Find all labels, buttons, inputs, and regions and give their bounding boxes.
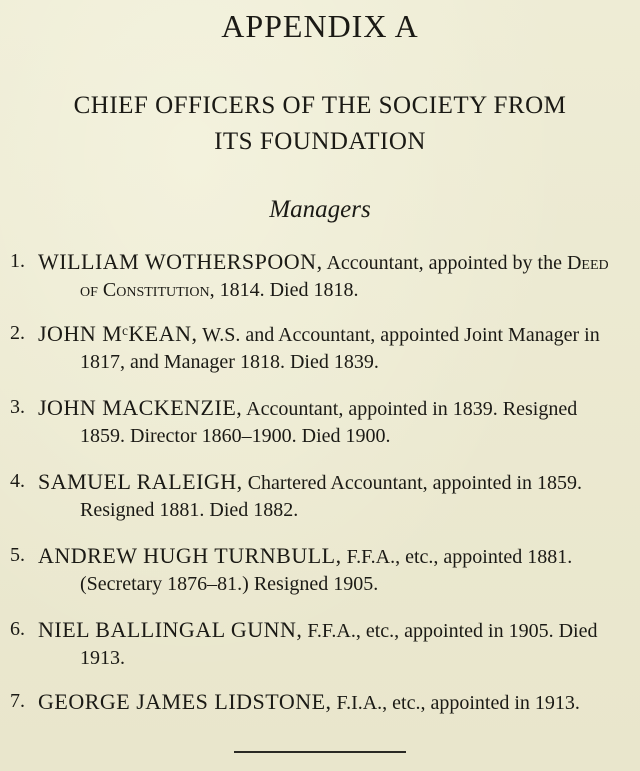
entry-number: 3. xyxy=(10,396,25,418)
section-title-managers: Managers xyxy=(269,196,371,223)
appendix-heading: APPENDIX A xyxy=(221,8,419,44)
entry-text xyxy=(38,688,625,717)
entry-description: F.I.A., etc., appointed in 1913. xyxy=(331,692,580,714)
entry-number: 1. xyxy=(10,250,25,272)
entry-number: 6. xyxy=(10,618,25,640)
entry-description-end: , 1814. Died 1818. xyxy=(209,279,359,301)
entry-description: W.S. and Accountant, appointed Joint Manager in 1817, and Manager 1818. Died 1839. xyxy=(80,324,600,373)
appendix-subheading xyxy=(0,88,640,160)
entry-text xyxy=(38,320,625,376)
manager-name: SAMUEL RALEIGH, xyxy=(38,469,243,494)
subheading-line-2: ITS FOUNDATION xyxy=(214,128,426,155)
list-item-manager-1 xyxy=(10,248,625,304)
closing-rule-divider xyxy=(234,751,406,753)
entry-text xyxy=(38,248,625,304)
entry-number: 5. xyxy=(10,544,25,566)
list-item-manager-5 xyxy=(10,542,625,598)
list-item-manager-3 xyxy=(10,394,625,450)
entry-description: F.F.A., etc., appointed in 1905. Died 1913. xyxy=(80,620,598,669)
entry-text xyxy=(38,542,625,598)
entry-description: Accountant, appointed by the xyxy=(322,252,567,274)
list-item-manager-2 xyxy=(10,320,625,376)
entry-text xyxy=(38,468,625,524)
manager-name: WILLIAM WOTHERSPOON, xyxy=(38,249,323,274)
entry-description: Chartered Accountant, appointed in 1859. Resigned 1881. Died 1882. xyxy=(80,472,583,521)
list-item-manager-7 xyxy=(10,688,625,717)
manager-name: JOHN MACKENZIE, xyxy=(38,395,243,420)
list-item-manager-4 xyxy=(10,468,625,524)
manager-name: GEORGE JAMES LIDSTONE, xyxy=(38,689,332,714)
entry-description: F.F.A., etc., appointed 1881. (Secretary 1876–81.) Resigned 1905. xyxy=(80,546,573,595)
entry-text xyxy=(38,616,625,672)
entry-description: Accountant, appointed in 1839. Resigned 1859. Director 1860–1900. Died 1900. xyxy=(80,398,578,447)
manager-name: ANDREW HUGH TURNBULL, xyxy=(38,543,342,568)
subheading-line-1: CHIEF OFFICERS OF THE SOCIETY FROM xyxy=(73,92,567,119)
manager-name: JOHN MᶜKEAN, xyxy=(38,321,198,346)
deed-of-constitution: Deed of Constitution xyxy=(80,252,609,301)
list-item-manager-6 xyxy=(10,616,625,672)
entry-text xyxy=(38,394,625,450)
manager-name: NIEL BALLINGAL GUNN, xyxy=(38,617,303,642)
entry-number: 4. xyxy=(10,470,25,492)
entry-number: 7. xyxy=(10,690,25,712)
entry-number: 2. xyxy=(10,322,25,344)
